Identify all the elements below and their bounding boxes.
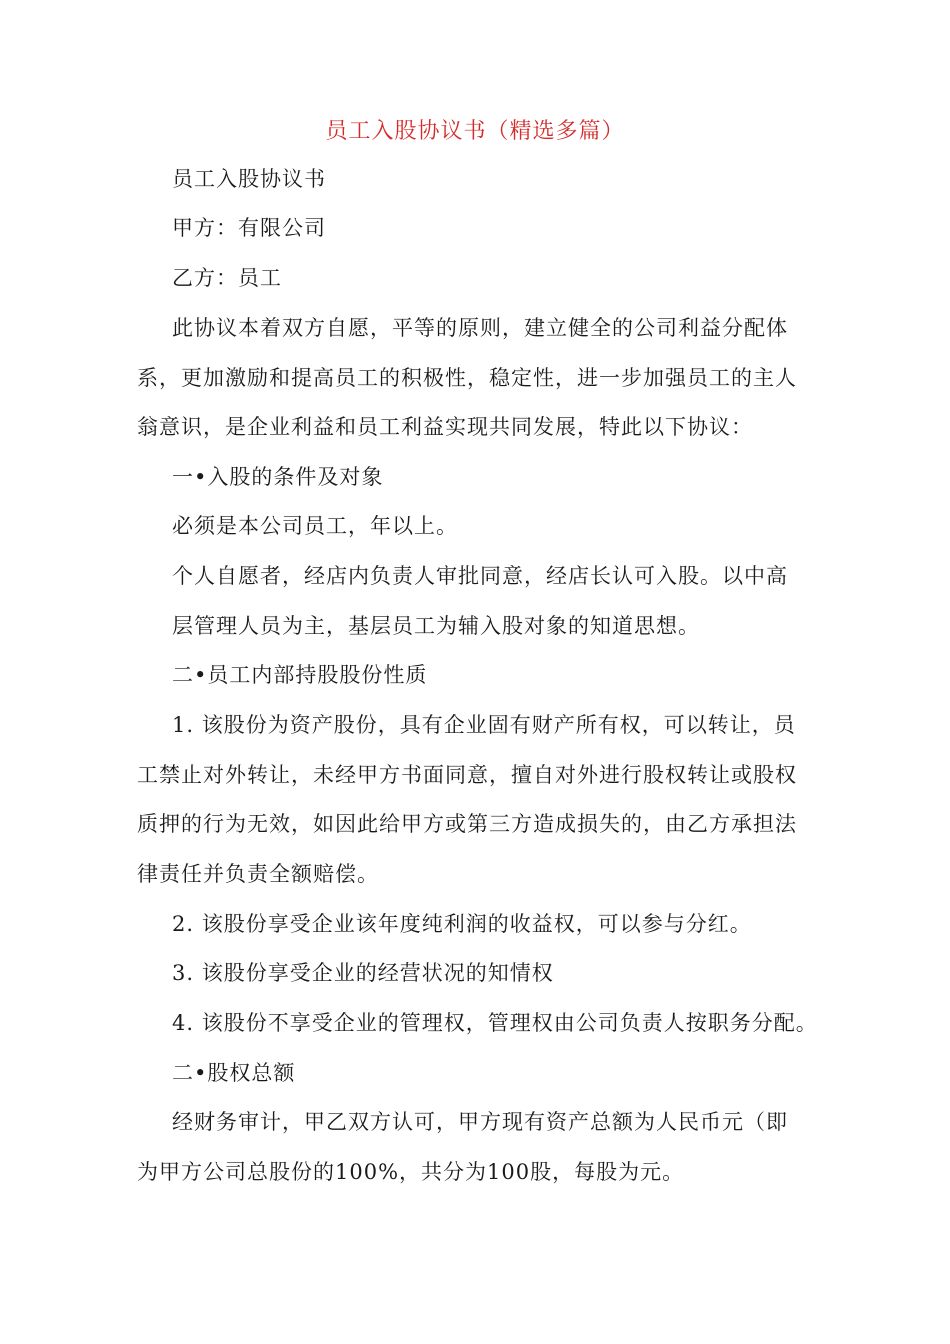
list-item: 3. 该股份享受企业的经营状况的知情权 bbox=[172, 961, 554, 985]
list-item: 2. 该股份享受企业该年度纯利润的收益权，可以参与分红。 bbox=[172, 912, 752, 936]
paragraph-line: 个人自愿者，经店内负责人审批同意，经店长认可入股。以中高 bbox=[172, 564, 788, 588]
paragraph-line: 甲方：有限公司 bbox=[172, 216, 326, 240]
paragraph-line: 乙方：员工 bbox=[172, 266, 282, 290]
document-title: 员工入股协议书（精选多篇） bbox=[325, 119, 625, 144]
paragraph-line: 层管理人员为主，基层员工为辅入股对象的知道思想。 bbox=[172, 614, 700, 638]
paragraph-line: 律责任并负责全额赔偿。 bbox=[137, 862, 379, 886]
paragraph-line: 必须是本公司员工，年以上。 bbox=[172, 514, 458, 538]
paragraph-line: 质押的行为无效，如因此给甲方或第三方造成损失的，由乙方承担法 bbox=[137, 812, 797, 836]
section-heading: 二•股权总额 bbox=[172, 1061, 296, 1085]
paragraph-line: 为甲方公司总股份的100%，共分为100股，每股为元。 bbox=[137, 1160, 685, 1184]
section-heading: 一•入股的条件及对象 bbox=[172, 465, 384, 489]
paragraph-line: 经财务审计，甲乙双方认可，甲方现有资产总额为人民币元（即 bbox=[172, 1110, 788, 1134]
section-heading: 二•员工内部持股股份性质 bbox=[172, 663, 428, 687]
list-item: 4. 该股份不享受企业的管理权，管理权由公司负责人按职务分配。 bbox=[172, 1011, 818, 1035]
paragraph-line: 此协议本着双方自愿，平等的原则，建立健全的公司利益分配体 bbox=[172, 316, 788, 340]
paragraph-line: 员工入股协议书 bbox=[172, 167, 326, 191]
paragraph-line: 系，更加激励和提高员工的积极性，稳定性，进一步加强员工的主人 bbox=[137, 366, 797, 390]
paragraph-line: 翁意识，是企业利益和员工利益实现共同发展，特此以下协议： bbox=[137, 415, 753, 439]
list-item: 1. 该股份为资产股份，具有企业固有财产所有权，可以转让，员 bbox=[172, 713, 796, 737]
paragraph-line: 工禁止对外转让，未经甲方书面同意，擅自对外进行股权转让或股权 bbox=[137, 763, 797, 787]
